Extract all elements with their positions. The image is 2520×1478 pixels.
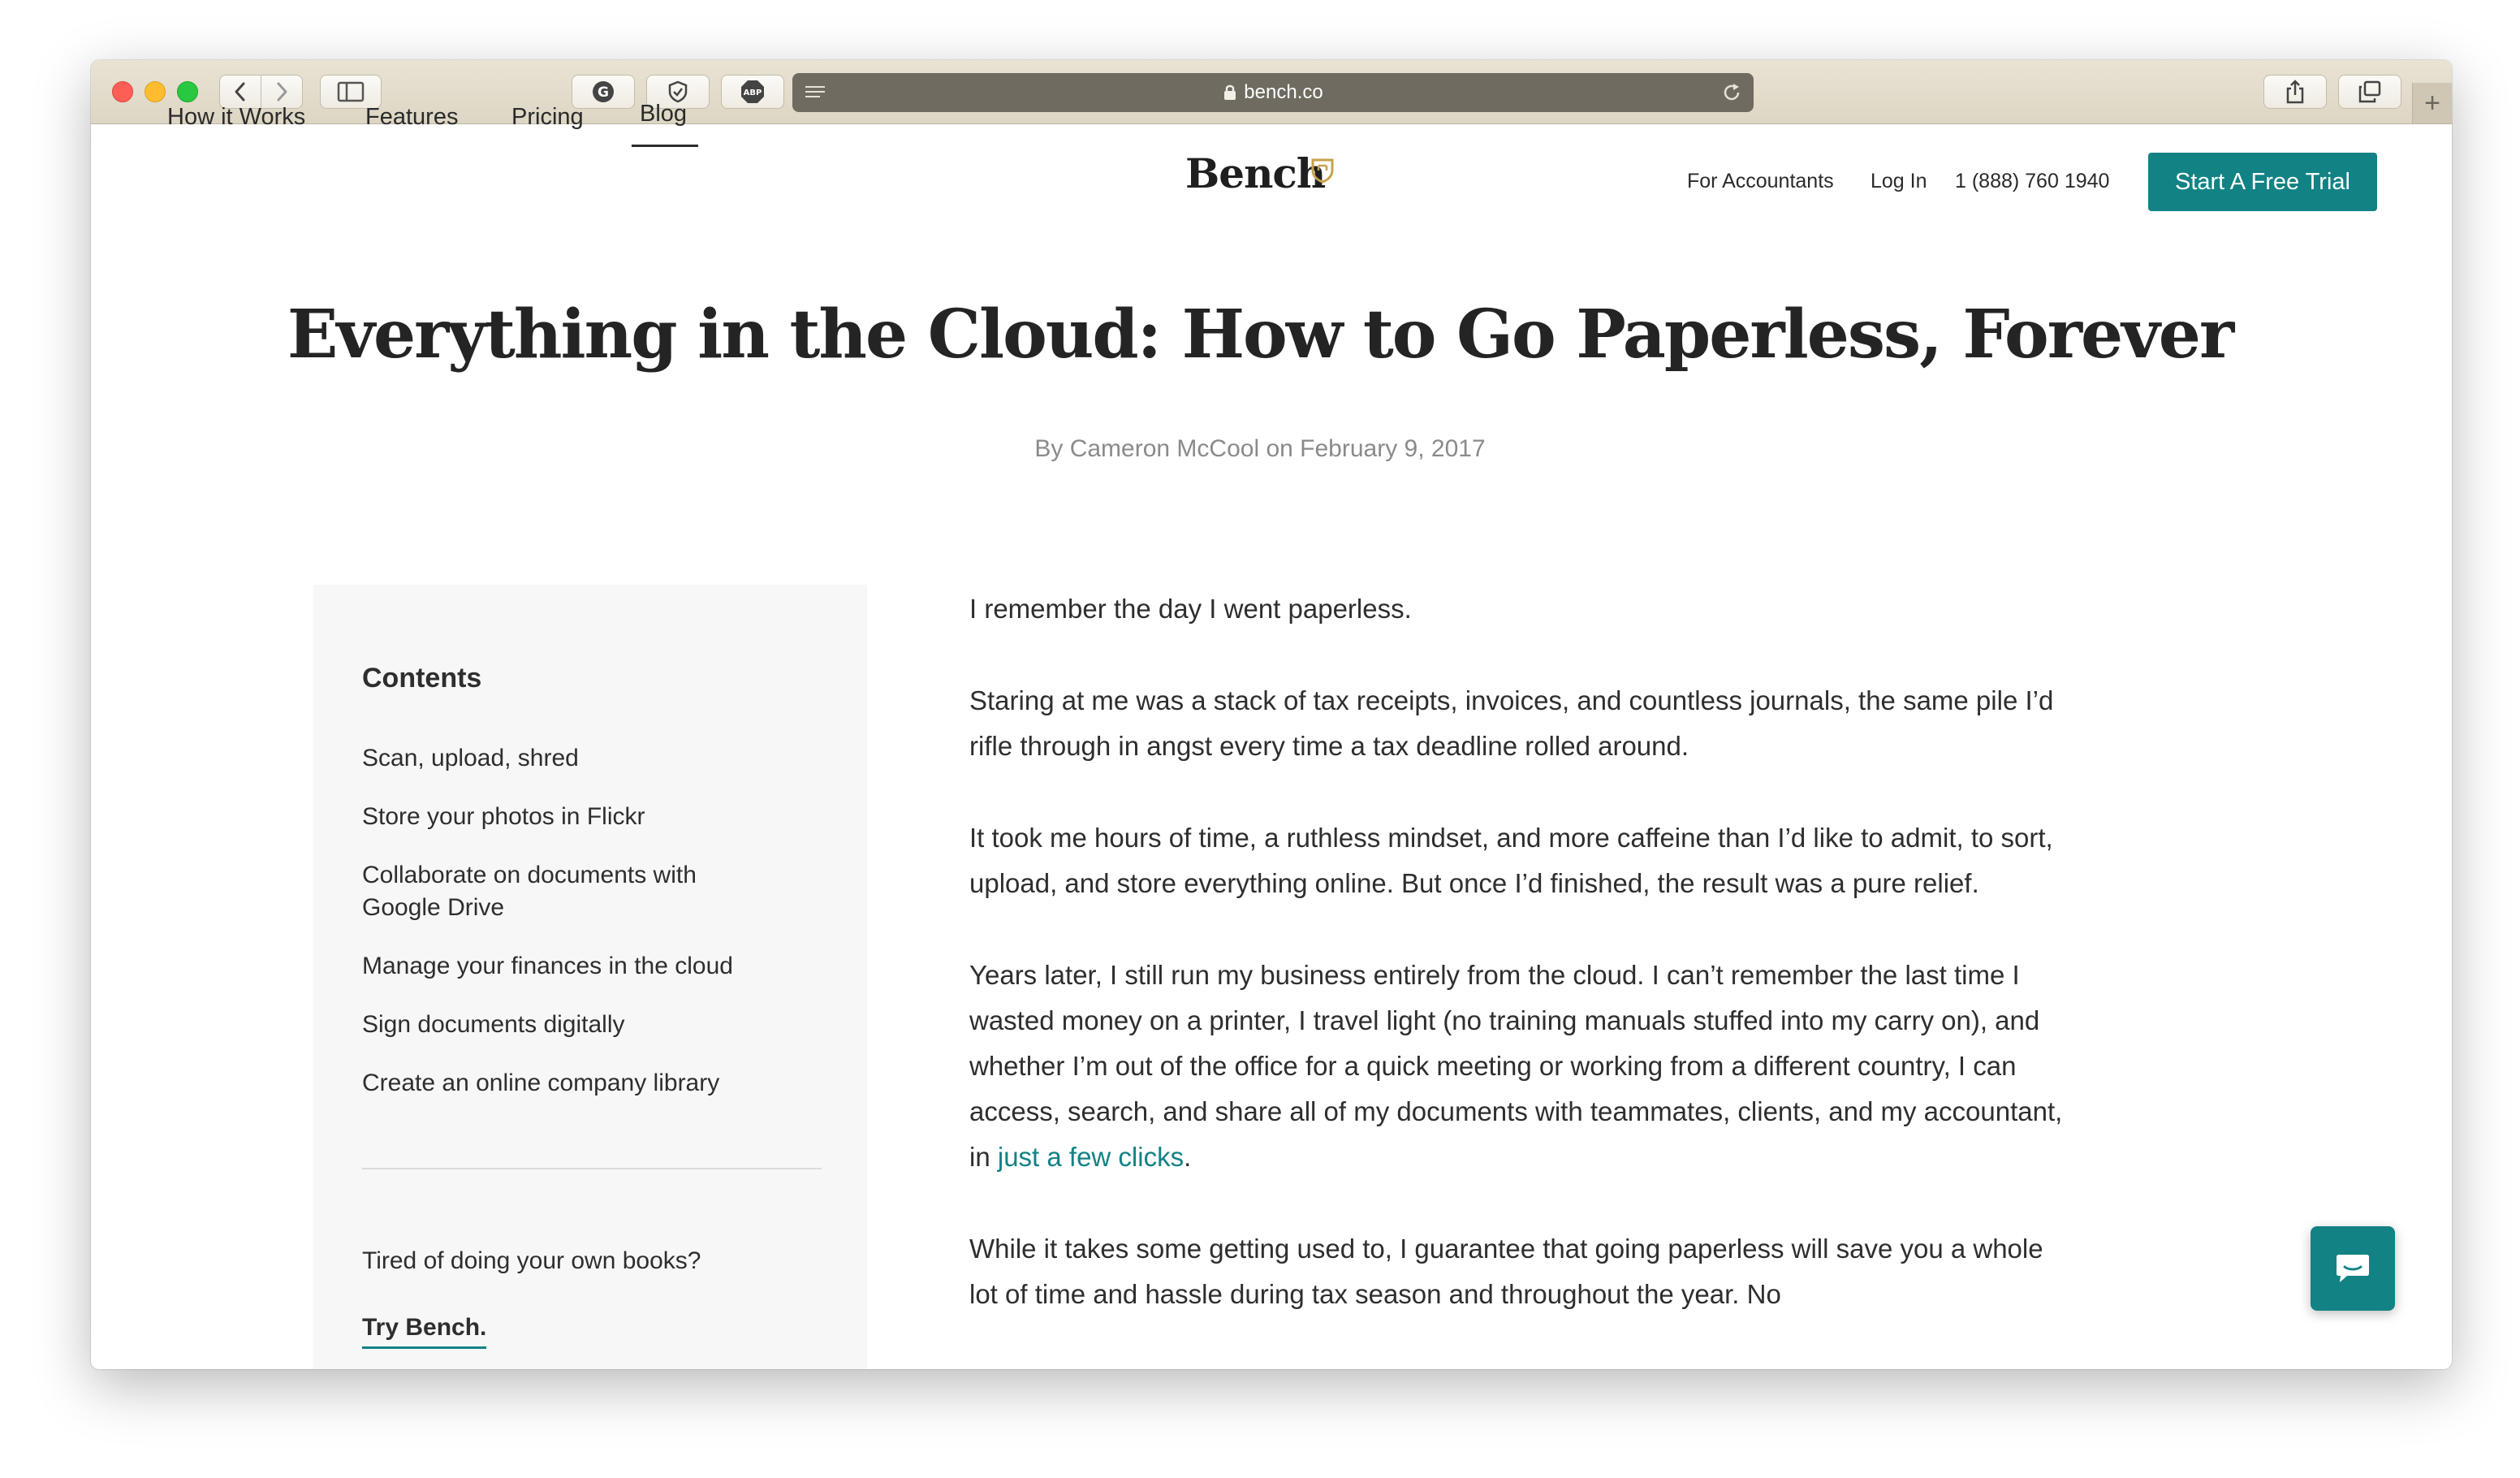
toc-item-manage-finances[interactable]: Manage your finances in the cloud	[362, 953, 733, 979]
url-text: bench.co	[1244, 81, 1323, 103]
nav-how-it-works[interactable]: How it Works	[167, 104, 306, 130]
bench-crest-icon	[1310, 158, 1335, 184]
browser-window	[91, 60, 2452, 1369]
article-paragraph-2: Staring at me was a stack of tax receipts, invoices, and countless journals, the same pile I’d rifle through in angst every time a tax deadline rolled around.	[969, 685, 2054, 761]
article-paragraph-4	[969, 953, 2065, 1180]
for-accountants-link[interactable]: For Accountants	[1687, 170, 1834, 192]
try-bench-link[interactable]: Try Bench.	[362, 1314, 486, 1349]
article-paragraph-3: It took me hours of time, a ruthless mindset, and more caffeine than I’d like to admit, to sort, upload, and store everything online. But once I’d finished, the result was a pure relief.	[969, 823, 2053, 898]
toc-list	[362, 742, 817, 1126]
chat-bubble-icon	[2334, 1251, 2371, 1286]
toc-item-collaborate-google-drive[interactable]: Collaborate on documents with Google Drive	[362, 862, 697, 921]
article-paragraph-1: I remember the day I went paperless.	[969, 594, 1412, 624]
svg-text:ABP: ABP	[743, 89, 762, 97]
svg-text:G: G	[598, 84, 609, 101]
nav-blog[interactable]: Blog	[640, 101, 688, 127]
toc-item-online-library[interactable]: Create an online company library	[362, 1070, 720, 1096]
article-body	[969, 586, 2065, 1363]
start-free-trial-button[interactable]: Start A Free Trial	[2148, 153, 2377, 211]
nav-blog-active-underline	[632, 145, 698, 147]
bench-logo[interactable]: Bench	[1185, 149, 1326, 197]
just-a-few-clicks-link[interactable]: just a few clicks	[997, 1142, 1184, 1172]
phone-number[interactable]: 1 (888) 760 1940	[1955, 170, 2110, 192]
article-title: Everything in the Cloud: How to Go Paperless, Forever	[287, 296, 2233, 374]
table-of-contents-sidebar	[313, 585, 867, 1369]
nav-pricing[interactable]: Pricing	[511, 104, 584, 130]
plus-icon: +	[2424, 87, 2440, 119]
toc-item-scan-upload-shred[interactable]: Scan, upload, shred	[362, 745, 579, 771]
toc-item-sign-documents[interactable]: Sign documents digitally	[362, 1011, 625, 1038]
sidebar-promo-text: Tired of doing your own books?	[362, 1247, 701, 1274]
log-in-link[interactable]: Log In	[1871, 170, 1927, 192]
sidebar-divider	[362, 1168, 822, 1169]
article-paragraph-4-end: .	[1184, 1142, 1192, 1172]
article-paragraph-4-text: Years later, I still run my business entirely from the cloud. I can’t remember the last time I wasted money on a printer, I travel light (no training manuals stuffed into my carry on), and whether I’m out of the office for a quick meeting or working from a different country, I can access, search, and share all of my documents with teammates, clients, and my accountant, in	[969, 960, 2063, 1172]
web-page	[91, 60, 2452, 1369]
nav-features[interactable]: Features	[365, 104, 459, 130]
article-byline: By Cameron McCool on February 9, 2017	[1034, 435, 1486, 462]
article-paragraph-5: While it takes some getting used to, I guarantee that going paperless will save you a whole lot of time and hassle during tax season and throughout the year. No	[969, 1234, 2043, 1309]
contents-heading: Contents	[362, 663, 482, 694]
chat-launcher-button[interactable]	[2311, 1226, 2395, 1311]
toc-item-store-photos-flickr[interactable]: Store your photos in Flickr	[362, 803, 645, 830]
